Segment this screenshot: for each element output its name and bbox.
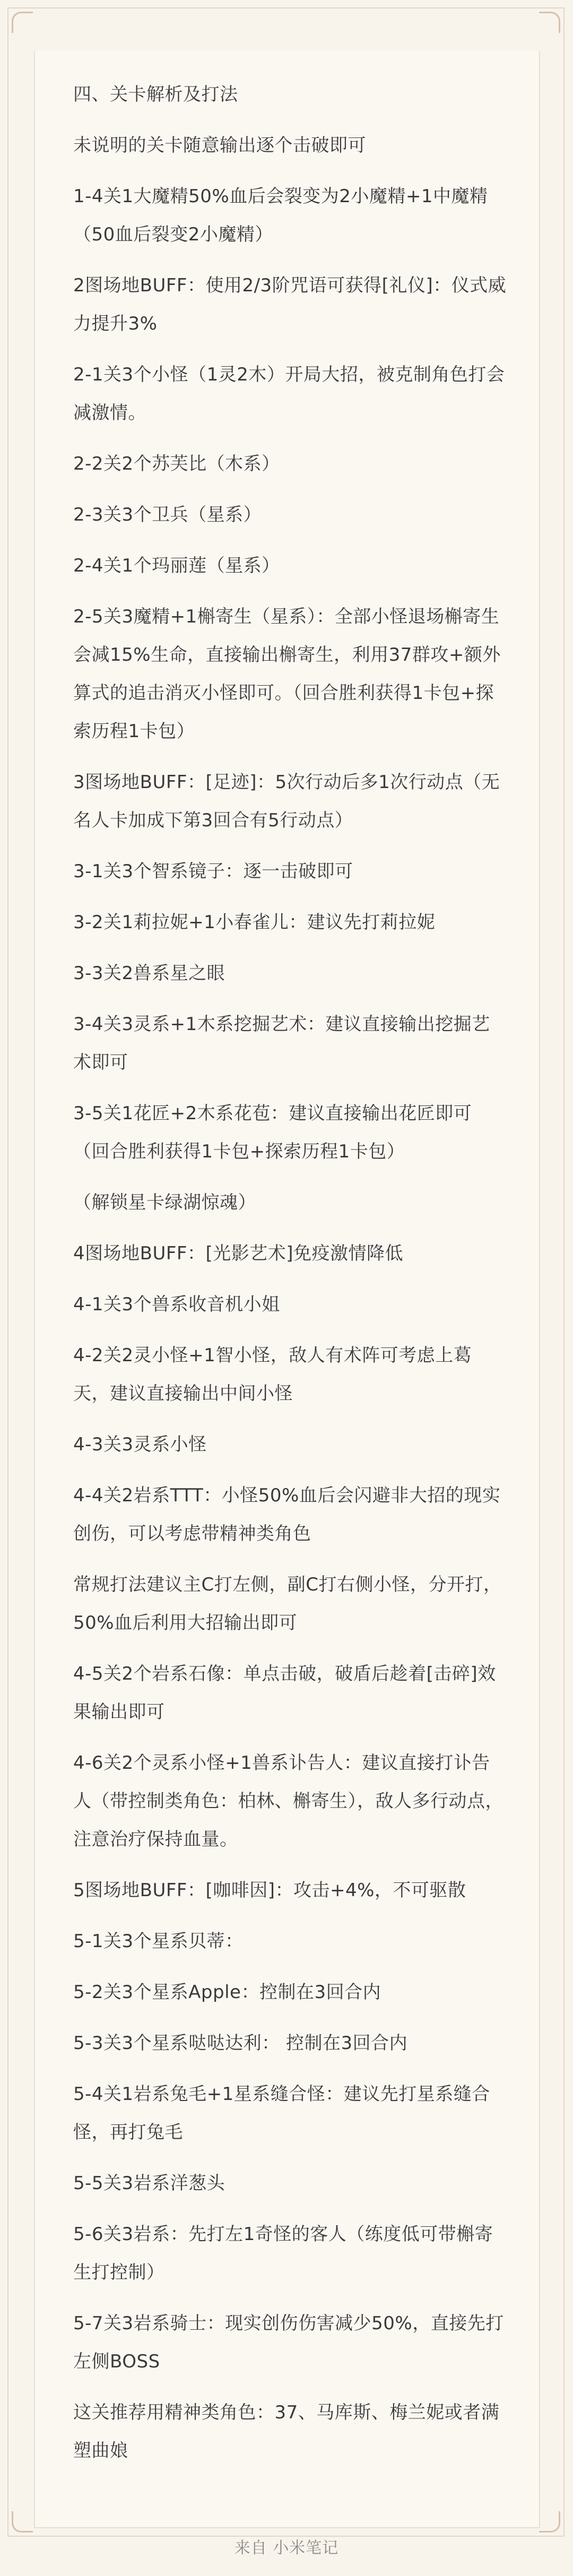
note-paragraph: 2-4关1个玛丽莲（星系）	[73, 555, 280, 576]
note-paragraph: 4-2关2灵小怪+1智小怪，敌人有术阵可考虑上葛天，建议直接输出中间小怪	[73, 1345, 472, 1404]
frame-corner-ornament	[12, 12, 33, 33]
note-paragraph: 未说明的关卡随意输出逐个击破即可	[73, 135, 366, 156]
note-paragraph: 2-1关3个小怪（1灵2木）开局大招，被克制角色打会减激情。	[73, 364, 505, 423]
note-paragraph: 2-2关2个苏芙比（木系）	[73, 453, 280, 474]
source-footer: 来自 小米笔记	[234, 2539, 339, 2557]
note-paragraph: 4图场地BUFF：[光影艺术]免疫激情降低	[73, 1243, 403, 1264]
note-paragraph: （解锁星卡绿湖惊魂）	[73, 1192, 256, 1213]
note-paragraph: 3-2关1莉拉妮+1小春雀儿：建议先打莉拉妮	[73, 912, 436, 933]
frame-corner-ornament	[539, 2511, 560, 2532]
note-paragraph: 4-6关2个灵系小怪+1兽系讣告人：建议直接打讣告人（带控制类角色：柏林、槲寄生），敌人多行动点，注意治疗保持血量。	[73, 1752, 503, 1850]
note-paragraph: 5-4关1岩系兔毛+1星系缝合怪：建议先打星系缝合怪，再打兔毛	[73, 2084, 490, 2143]
note-paragraph: 5-6关3岩系：先打左1奇怪的客人（练度低可带槲寄生打控制）	[73, 2224, 493, 2283]
note-paragraph: 4-4关2岩系TTT：小怪50%血后会闪避非大招的现实创伤，可以考虑带精神类角色	[73, 1485, 501, 1544]
note-paragraph: 3-4关3灵系+1木系挖掘艺术：建议直接输出挖掘艺术即可	[73, 1014, 490, 1073]
note-paragraph: 2图场地BUFF：使用2/3阶咒语可获得[礼仪]：仪式威力提升3%	[73, 275, 507, 334]
note-content	[73, 75, 508, 2483]
note-paragraph: 4-5关2个岩系石像：单点击破，破盾后趁着[击碎]效果输出即可	[73, 1663, 496, 1723]
note-paragraph: 3-1关3个智系镜子：逐一击破即可	[73, 861, 353, 882]
note-paragraph: 2-5关3魔精+1槲寄生（星系）：全部小怪退场槲寄生会减15%生命，直接输出槲寄生，利用37群攻+额外算式的追击消灭小怪即可。（回合胜利获得1卡包+探索历程1卡包）	[73, 606, 501, 742]
note-paragraph: 5-2关3个星系Apple：控制在3回合内	[73, 1982, 381, 2003]
note-paragraph: 3图场地BUFF：[足迹]：5次行动后多1次行动点（无名人卡加成下第3回合有5行动点）	[73, 772, 500, 831]
note-paragraph: 3-3关2兽系星之眼	[73, 963, 225, 984]
note-paragraph: 4-3关3灵系小怪	[73, 1434, 207, 1455]
note-paragraph: 5-5关3岩系洋葱头	[73, 2173, 225, 2194]
note-paragraph: 常规打法建议主C打左侧，副C打右侧小怪，分开打，50%血后利用大招输出即可	[73, 1574, 502, 1633]
note-paragraph: 5-7关3岩系骑士：现实创伤伤害减少50%，直接先打左侧BOSS	[73, 2313, 504, 2372]
note-paragraph: 这关推荐用精神类角色：37、马库斯、梅兰妮或者满塑曲娘	[73, 2402, 500, 2461]
frame-corner-ornament	[12, 2511, 33, 2532]
section-heading: 四、关卡解析及打法	[73, 84, 238, 105]
frame-corner-ornament	[539, 12, 560, 33]
note-paragraph: 1-4关1大魔精50%血后会裂变为2小魔精+1中魔精（50血后裂变2小魔精）	[73, 186, 488, 245]
note-paragraph: 3-5关1花匠+2木系花苞：建议直接输出花匠即可（回合胜利获得1卡包+探索历程1卡包）	[73, 1103, 472, 1162]
note-paragraph: 2-3关3个卫兵（星系）	[73, 504, 262, 525]
note-paragraph: 4-1关3个兽系收音机小姐	[73, 1294, 280, 1315]
note-paragraph: 5-3关3个星系哒哒达利： 控制在3回合内	[73, 2033, 408, 2054]
note-paragraph: 5-1关3个星系贝蒂：	[73, 1931, 244, 1952]
note-paragraph: 5图场地BUFF：[咖啡因]：攻击+4%，不可驱散	[73, 1880, 466, 1901]
